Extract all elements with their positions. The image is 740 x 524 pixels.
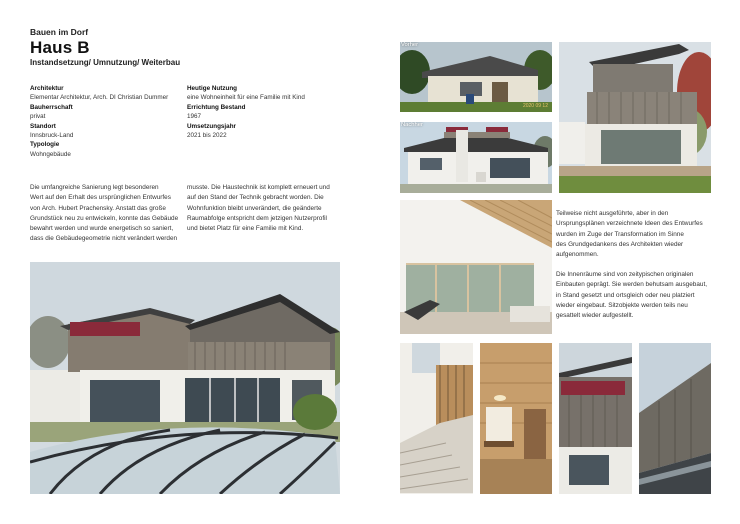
text-line: wurden im Zuge der Transformation im Sinne <box>556 230 684 238</box>
facts-left <box>30 84 190 159</box>
text-line: Die Innenräume sind von zeitypischen originalen <box>556 271 694 278</box>
fact-label: Umsetzungsjahr <box>187 122 236 130</box>
fact-label: Typologie <box>30 141 60 149</box>
fact-value: 2021 bis 2022 <box>187 132 227 140</box>
text-line: Grundstück neu zu entwickeln, konnte das Gebäude <box>30 214 179 222</box>
page-title: Haus B <box>30 38 90 57</box>
fact-label: Architektur <box>30 85 64 92</box>
fact-value: privat <box>30 113 46 121</box>
balcony-photo <box>559 42 711 193</box>
text-line: wieder eingebaut. Sitzobjekte werden teils neu <box>556 301 688 309</box>
interior-living-photo <box>400 200 552 334</box>
wood-kitchen-photo <box>480 343 552 494</box>
fact-label: Standort <box>30 122 56 130</box>
text-line: gesattelt wieder aufgestellt. <box>556 312 634 320</box>
fact-value: eine Wohneinheit für eine Familie mit Kind <box>187 94 305 102</box>
fact-value: Elementar Architektur, Arch. DI Christian Dummer <box>30 94 169 102</box>
staircase-photo <box>400 343 473 494</box>
fact-value: 1967 <box>187 113 202 121</box>
text-line: Raumabfolge entspricht dem jetzigen Nutzerprofil <box>187 214 327 222</box>
fact-label: Heutige Nutzung <box>187 85 238 92</box>
text-line: Die umfangreiche Sanierung legt besonderen <box>30 184 159 191</box>
text-line: aufgenommen. <box>556 251 599 259</box>
body-text-left <box>30 183 182 245</box>
text-line: Wert auf den Erhalt des ursprünglichen Entwurfes <box>30 194 171 202</box>
fact-value: Wohngebäude <box>30 150 71 158</box>
facade-detail-photo <box>559 343 632 494</box>
main-house-photo <box>30 262 340 494</box>
fact-label: Errichtung Bestand <box>187 103 246 111</box>
right-text-block-2 <box>556 270 711 321</box>
text-line: bewahrt werden und wurde energetisch so saniert, <box>30 225 174 233</box>
after-photo <box>400 122 552 193</box>
text-line: Einbauten geprägt. Sie werden behutsam ausgebaut, <box>556 281 707 289</box>
fact-value: Innsbruck-Land <box>30 132 74 140</box>
kicker: Bauen im Dorf <box>30 27 89 37</box>
caption-after: Nachher <box>401 122 423 128</box>
pool-edge-photo <box>639 343 711 494</box>
text-line: von Arch. Hubert Prachensky. Anstatt das große <box>30 204 166 212</box>
right-text-block-1 <box>556 209 711 260</box>
photo-date-stamp: 2020 09 12 <box>522 103 548 109</box>
facts-right <box>187 84 347 140</box>
caption-before: Vorher <box>401 42 419 48</box>
text-line: auf den Stand der Technik gebracht worden. Die <box>187 194 324 202</box>
text-line: Wohnfunktion bleibt unverändert, die geänderte <box>187 204 322 212</box>
text-line: Ursprungsplänen verzeichnete Ideen des Entwurfes <box>556 220 703 228</box>
before-photo <box>400 42 552 112</box>
body-text-right <box>187 183 339 234</box>
text-line: des Grundgedankens des Architekten wieder <box>556 240 684 248</box>
text-line: in Stand gesetzt und ortsgleich oder neu platziert <box>556 291 695 299</box>
text-line: und bietet Platz für eine Familie mit Kind. <box>187 225 304 233</box>
text-line: dass die Gebäudegeometrie nicht verändert werden <box>30 235 178 243</box>
text-line: Teilweise nicht ausgeführte, aber in den <box>556 210 669 217</box>
page-subtitle: Instandsetzung/ Umnutzung/ Weiterbau <box>30 58 181 67</box>
text-line: musste. Die Haustechnik ist komplett erneuert und <box>187 184 330 191</box>
fact-label: Bauherrschaft <box>30 103 73 111</box>
